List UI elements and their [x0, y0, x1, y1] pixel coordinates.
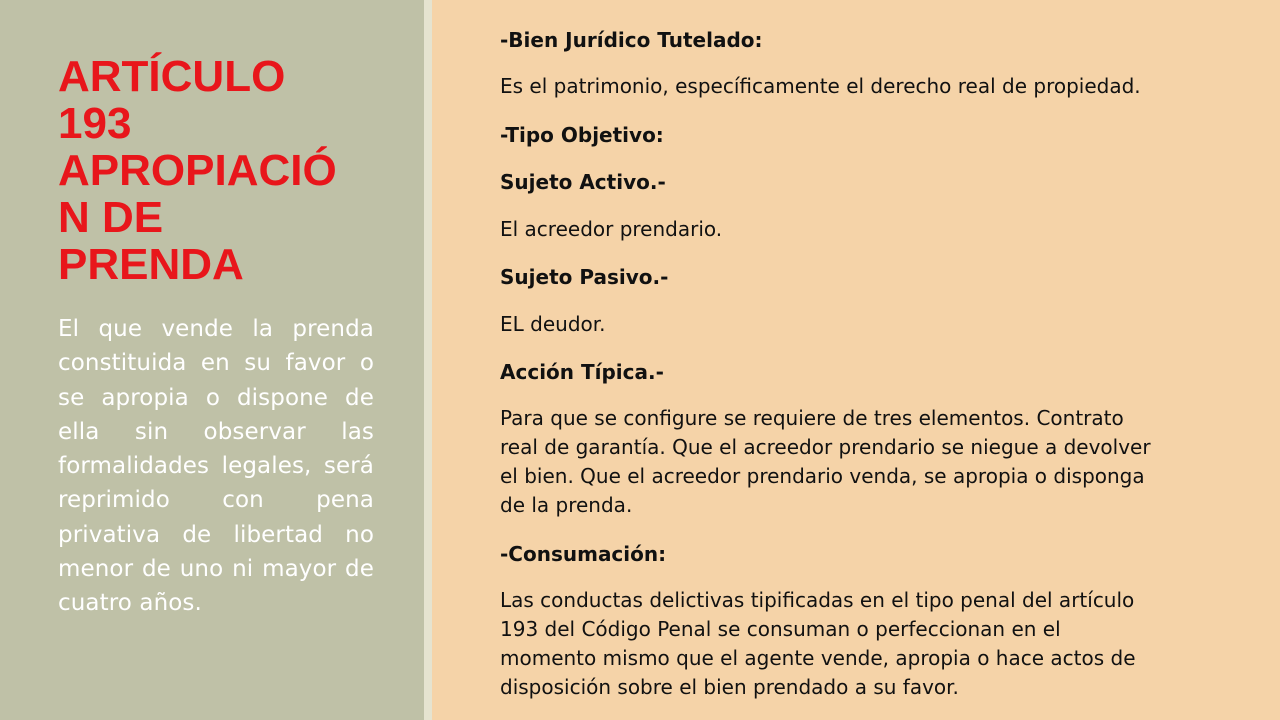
sujeto-activo-text: El acreedor prendario.: [500, 217, 723, 241]
accion-tipica-text: [500, 404, 1212, 520]
sujeto-pasivo-text: EL deudor.: [500, 312, 606, 336]
sujeto-pasivo-heading: Sujeto Pasivo.-: [500, 265, 669, 289]
consumacion-text: [500, 586, 1212, 702]
bien-juridico-heading: -Bien Jurídico Tutelado:: [500, 28, 763, 52]
tipo-objetivo-heading: -Tipo Objetivo:: [500, 123, 664, 147]
sujeto-activo-heading: Sujeto Activo.-: [500, 170, 666, 194]
accion-line: Para que se configure se requiere de tres elementos. Contrato: [500, 406, 1124, 430]
title-line: PRENDA: [58, 240, 244, 289]
accion-line: el bien. Que el acreedor prendario venda, se apropia o disponga: [500, 464, 1145, 488]
title-line: APROPIACIÓ: [58, 146, 337, 195]
accion-line: real de garantía. Que el acreedor prendario se niegue a devolver: [500, 435, 1151, 459]
left-panel: [0, 0, 424, 720]
consumacion-line: 193 del Código Penal se consuman o perfeccionan en el: [500, 617, 1061, 641]
consumacion-line: Las conductas delictivas tipificadas en el tipo penal del artículo: [500, 588, 1135, 612]
consumacion-heading: -Consumación:: [500, 542, 667, 566]
accion-tipica-heading: Acción Típica.-: [500, 360, 664, 384]
title-line: ARTÍCULO: [58, 52, 286, 101]
title-line: 193: [58, 99, 132, 148]
accion-line: de la prenda.: [500, 493, 633, 517]
slide-title: [58, 53, 378, 288]
consumacion-line: momento mismo que el agente vende, apropia o hace actos de: [500, 646, 1136, 670]
bien-juridico-text: Es el patrimonio, específicamente el derecho real de propiedad.: [500, 74, 1141, 98]
consumacion-line: disposición sobre el bien prendado a su favor.: [500, 675, 959, 699]
panel-divider: [424, 0, 432, 720]
article-text: El que vende la prenda constituida en su favor o se apropia o dispone de ella sin observar las formalidades legales, será reprimido con pena privativa de libertad no menor de uno ni mayor de cuatro años.: [58, 316, 374, 617]
title-line: N DE: [58, 193, 164, 242]
